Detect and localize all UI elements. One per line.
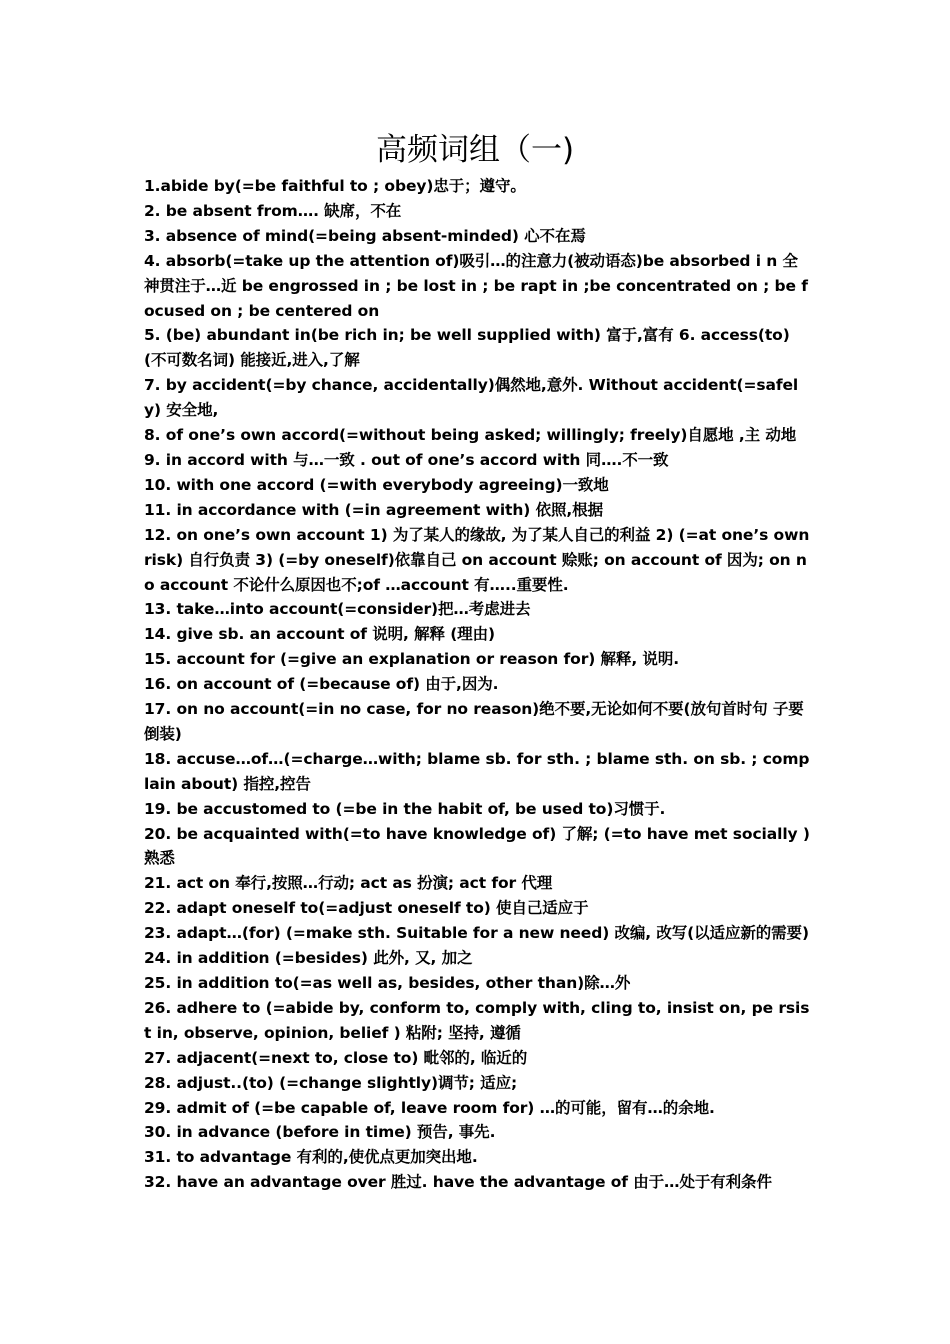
phrase-entry: 4. absorb(=take up the attention of)吸引…的注意力(被动语态)be absorbed i n 全神贯注于…近 be engrossed in ; be lost in ; be rapt in ;be concentrated on ; be focused on ; be centered on <box>144 251 808 320</box>
phrase-entry: 20. be acquainted with(=to have knowledge of) 了解; (=to have met socially ) 熟悉 <box>144 824 810 868</box>
phrase-entry: 2. be absent from…. 缺席，不在 <box>144 201 402 220</box>
phrase-entry: 19. be accustomed to (=be in the habit of, be used to)习惯于. <box>144 799 666 818</box>
phrase-entry: 25. in addition to(=as well as, besides, other than)除…外 <box>144 974 631 992</box>
phrase-entry: 31. to advantage 有利的,使优点更加突出地. <box>144 1148 478 1167</box>
phrase-entry: 26. adhere to (=abide by, conform to, comply with, cling to, insist on, pe rsist in, observe, opinion, belief ) 粘附; 坚持, 遵循 <box>144 998 810 1042</box>
phrase-entry: 32. have an advantage over 胜过. have the advantage of 由于…处于有利条件 <box>144 1173 772 1192</box>
phrase-entry: 15. account for (=give an explanation or reason for) 解释, 说明. <box>144 650 680 669</box>
phrase-entry: 28. adjust..(to) (=change slightly)调节; 适应; <box>144 1073 518 1092</box>
phrase-entry: 12. on one’s own account 1) 为了某人的缘故, 为了某人自己的利益 2) (=at one’s own risk) 自行负责 3) (=by oneself)依靠自己 on account 赊账; on account of 因为; on no account 不论什么原因也不;of …account 有…..重要性. <box>144 525 810 594</box>
phrase-entry: 7. by accident(=by chance, accidentally)偶然地,意外. Without accident(=safely) 安全地, <box>144 376 799 420</box>
phrase-entry: 1.abide by(=be faithful to ; obey)忠于；遵守。 <box>144 177 526 195</box>
phrase-entry: 8. of one’s own accord(=without being asked; willingly; freely)自愿地 ,主 动地 <box>144 426 797 445</box>
phrase-entry: 22. adapt oneself to(=adjust oneself to) 使自己适应于 <box>144 899 589 918</box>
phrase-entry: 14. give sb. an account of 说明, 解释 (理由) <box>144 625 495 644</box>
phrase-entry: 18. accuse…of…(=charge…with; blame sb. for sth. ; blame sth. on sb. ; complain about) 指控,控告 <box>144 749 810 793</box>
phrase-entry: 3. absence of mind(=being absent-minded) 心不在焉 <box>144 226 586 245</box>
phrase-entry: 16. on account of (=because of) 由于,因为. <box>144 675 499 694</box>
phrase-entry: 10. with one accord (=with everybody agreeing)一致地 <box>144 475 609 494</box>
phrase-entry: 23. adapt…(for) (=make sth. Suitable for a new need) 改编, 改写(以适应新的需要) <box>144 924 809 943</box>
phrase-list <box>144 174 812 1195</box>
page-title: 高频词组（一) <box>375 132 575 168</box>
phrase-entry: 29. admit of (=be capable of, leave room for) …的可能，留有…的余地. <box>144 1098 715 1117</box>
phrase-entry: 27. adjacent(=next to, close to) 毗邻的, 临近的 <box>144 1048 528 1067</box>
phrase-entry: 21. act on 奉行,按照…行动; act as 扮演; act for 代理 <box>144 874 553 893</box>
phrase-entry: 5. (be) abundant in(be rich in; be well supplied with) 富于,富有 6. access(to) (不可数名词) 能接近,进入,了解 <box>144 326 790 370</box>
phrase-entry: 9. in accord with 与…一致 . out of one’s accord with 同….不一致 <box>144 450 669 469</box>
phrase-entry: 24. in addition (=besides) 此外, 又, 加之 <box>144 949 473 968</box>
phrase-entry: 13. take…into account(=consider)把…考虑进去 <box>144 600 531 619</box>
phrase-entry: 17. on no account(=in no case, for no reason)绝不要,无论如何不要(放句首时句 子要倒装) <box>144 700 804 743</box>
phrase-entry: 30. in advance (before in time) 预告, 事先. <box>144 1123 496 1142</box>
phrase-entry: 11. in accordance with (=in agreement with) 依照,根据 <box>144 500 603 519</box>
